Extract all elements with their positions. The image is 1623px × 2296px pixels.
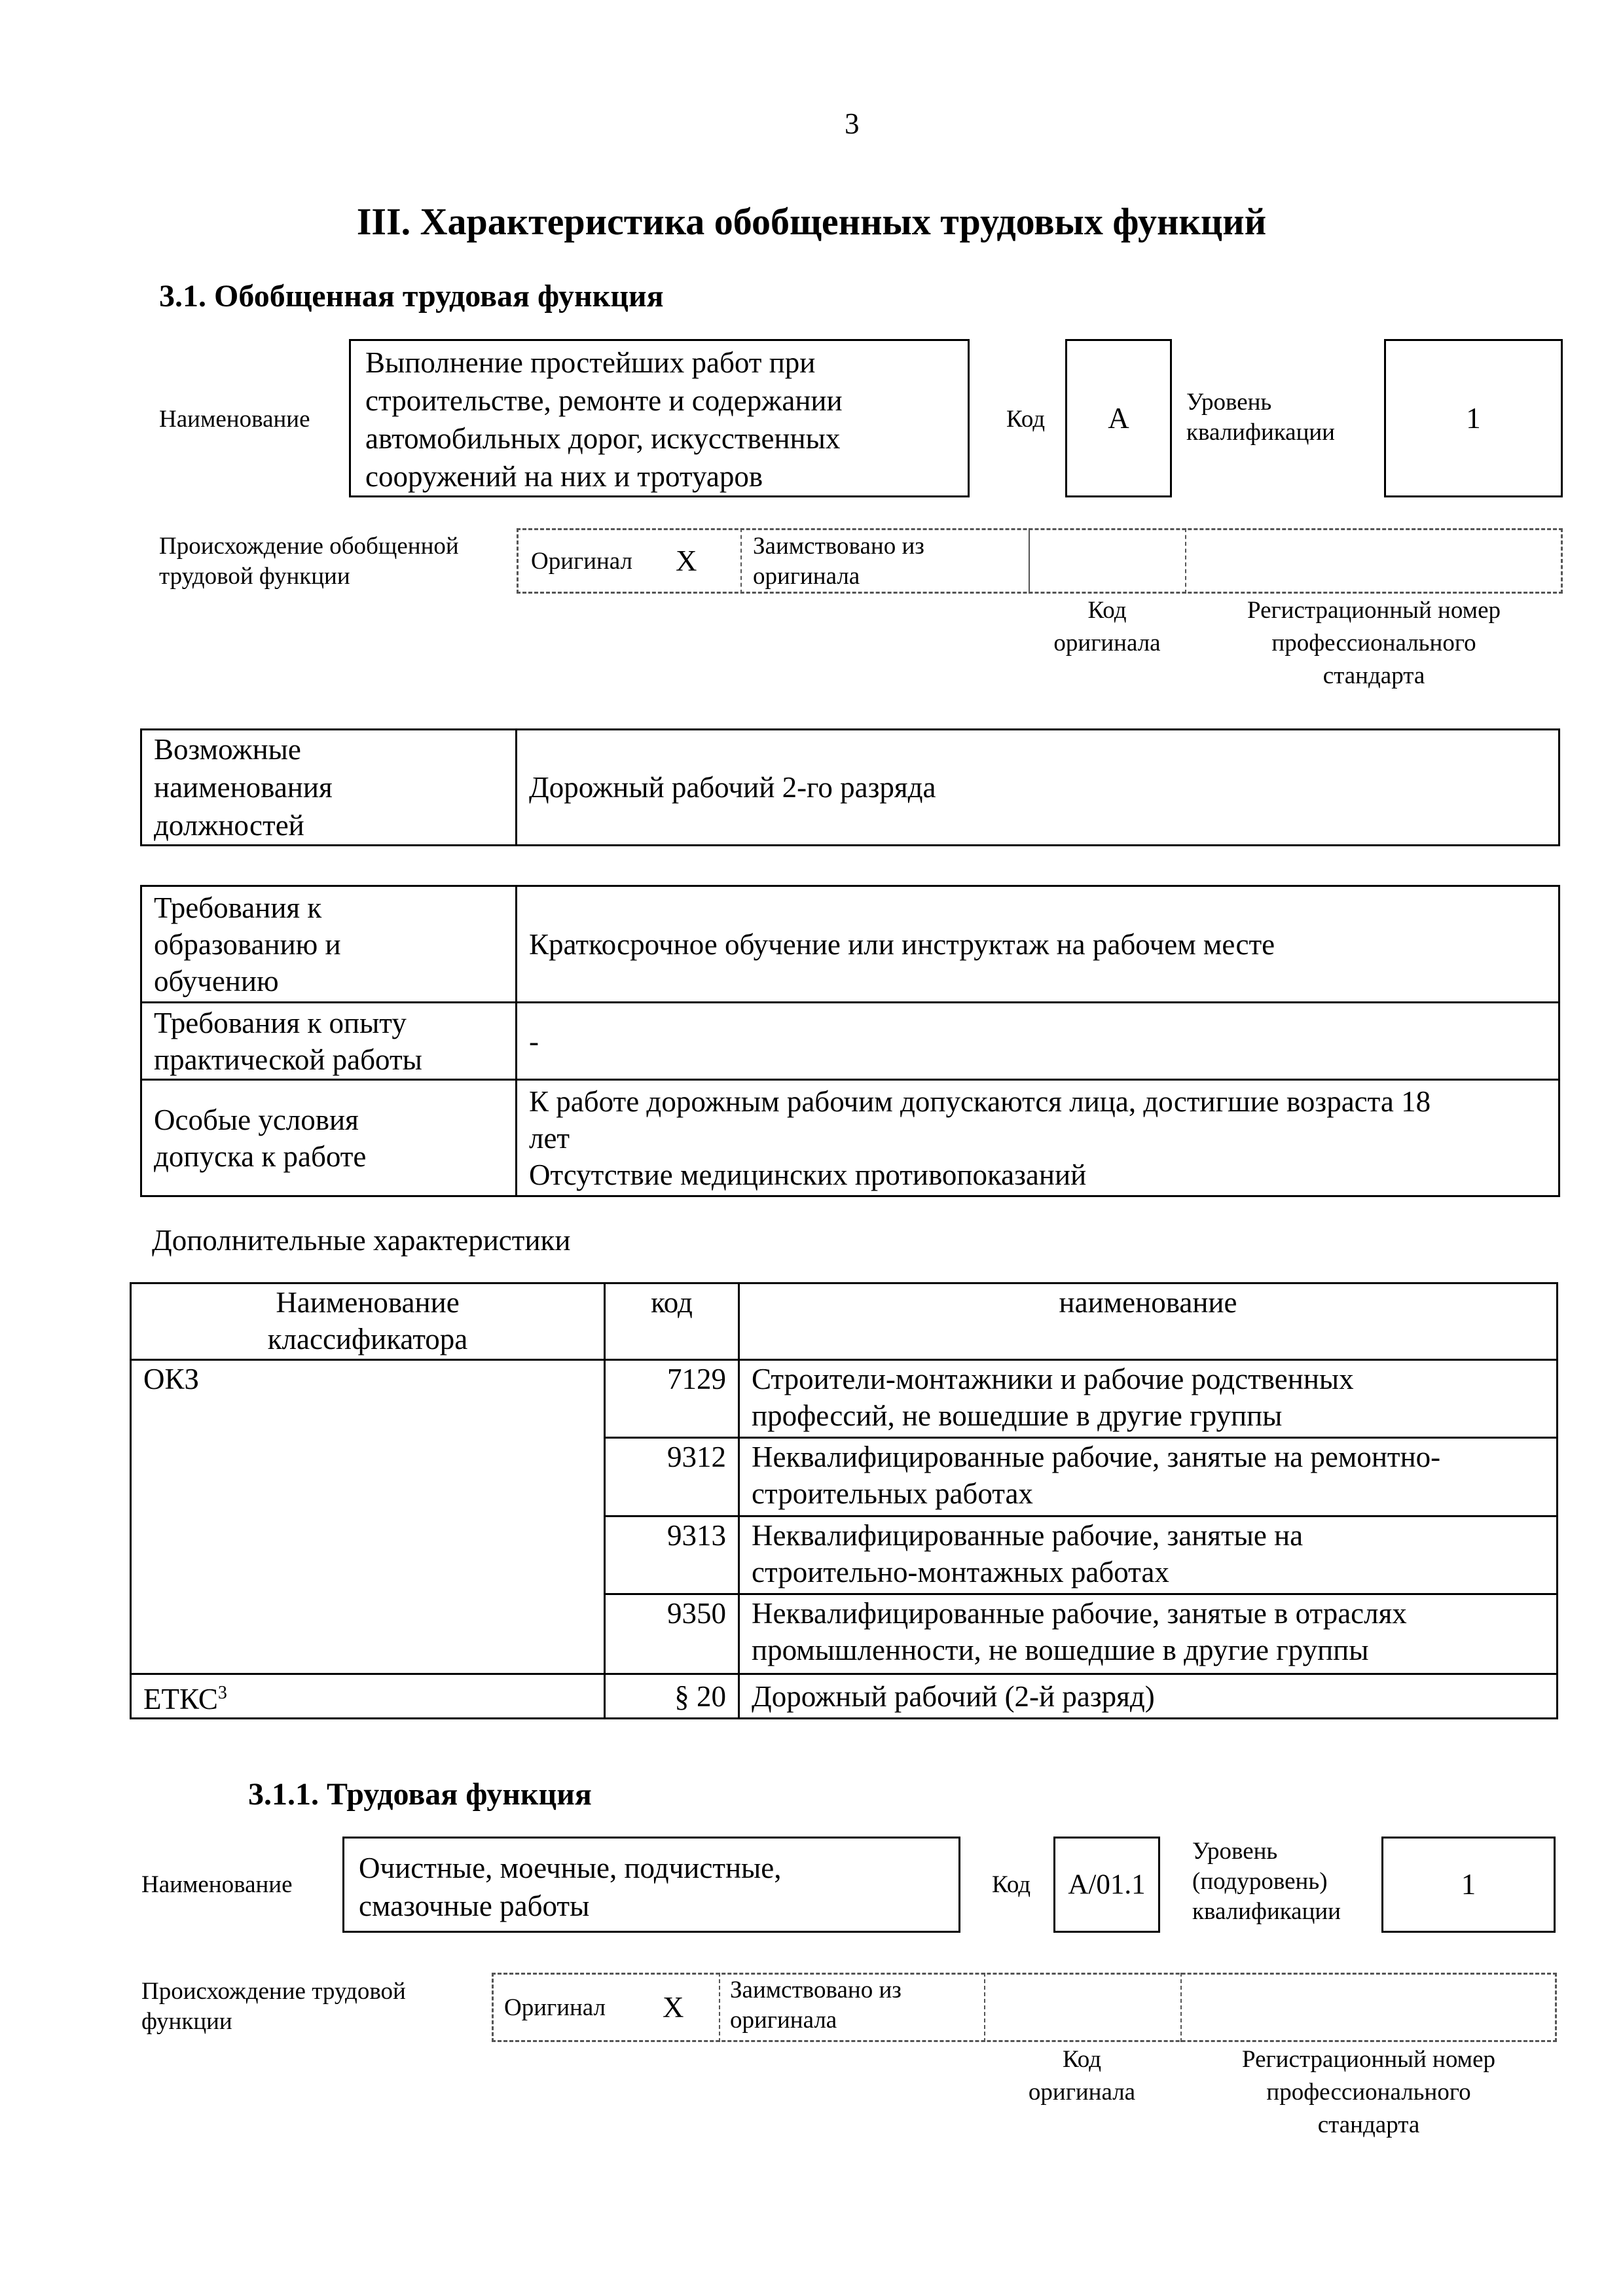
footnote-ref: 3: [217, 1683, 227, 1703]
text-line: профессионального: [1271, 630, 1476, 656]
origin-mark: X: [676, 545, 697, 577]
divider: [1185, 528, 1186, 594]
text-line: Строители-монтажники и рабочие родственных: [752, 1363, 1354, 1395]
origin-mark: X: [663, 1991, 684, 2024]
origin-original: Оригинал: [531, 548, 633, 575]
tf-level-label: [1192, 1837, 1341, 1927]
okz-name: [739, 1360, 1558, 1438]
text-line: Код: [1062, 2046, 1102, 2073]
etks-name: Дорожный рабочий (2-й разряд): [739, 1674, 1558, 1719]
etks-code: § 20: [605, 1674, 739, 1719]
divider: [984, 1973, 985, 2042]
positions-value: Дорожный рабочий 2-го разряда: [517, 730, 1559, 846]
okz-name: [739, 1438, 1558, 1516]
gtf-level-field: 1: [1384, 339, 1563, 497]
header-name: наименование: [739, 1283, 1558, 1360]
gtf-heading: 3.1. Обобщенная трудовая функция: [159, 279, 664, 314]
caption-reg: [1185, 594, 1563, 692]
page-number: 3: [845, 107, 860, 140]
text-line: Отсутствие медицинских противопоказаний: [529, 1158, 1087, 1191]
text-line: профессий, не вошедшие в другие группы: [752, 1399, 1283, 1432]
text-line: практической работы: [154, 1043, 422, 1076]
text-line: оригинала: [753, 563, 860, 590]
okz-name: [739, 1594, 1558, 1674]
gtf-origin-table: [517, 528, 1563, 594]
text-line: Регистрационный номер: [1247, 597, 1501, 624]
text-line: Очистные, моечные, подчистные,: [359, 1852, 782, 1884]
req-admission-label: [141, 1080, 517, 1196]
origin-borrowed: [730, 1975, 902, 2036]
positions-label: [141, 730, 517, 846]
text-line: Регистрационный номер: [1241, 2046, 1495, 2073]
text-line: трудовой функции: [159, 563, 350, 590]
text-line: Особые условия: [154, 1103, 359, 1136]
text-line: стандарта: [1317, 2111, 1420, 2138]
text-line: Заимствовано из: [730, 1977, 902, 2003]
text-line: строительно-монтажных работах: [752, 1556, 1169, 1588]
text-line: Неквалифицированные рабочие, занятые в отраслях: [752, 1597, 1407, 1630]
text-line: Неквалифицированные рабочие, занятые на: [752, 1519, 1304, 1552]
text-line: стандарта: [1322, 662, 1425, 689]
text-line: Наименование: [276, 1286, 460, 1319]
text-line: строительных работах: [752, 1477, 1033, 1510]
gtf-origin-label: [159, 531, 459, 592]
text-line: К работе дорожным рабочим допускаются лица, достигшие возраста 18: [529, 1085, 1431, 1118]
req-education-value: Краткосрочное обучение или инструктаж на рабочем месте: [517, 886, 1559, 1003]
text-line: строительстве, ремонте и содержании: [365, 384, 843, 417]
text-line: обучению: [154, 964, 279, 997]
okz-code: 9350: [605, 1594, 739, 1674]
requirements-table: [140, 885, 1560, 1197]
okz-code: 9312: [605, 1438, 739, 1516]
tf-heading: 3.1.1. Трудовая функция: [248, 1777, 592, 1812]
origin-original: Оригинал: [504, 1994, 606, 2021]
text-line: оригинала: [1053, 630, 1161, 656]
text-line: промышленности, не вошедшие в другие группы: [752, 1634, 1369, 1666]
text-line: Происхождение обобщенной: [159, 533, 459, 560]
tf-code-label: Код: [992, 1871, 1031, 1898]
origin-borrowed: [753, 531, 924, 592]
tf-code-field: А/01.1: [1053, 1837, 1160, 1933]
divider: [1029, 528, 1030, 594]
positions-table: [140, 728, 1560, 846]
req-experience-label: [141, 1003, 517, 1080]
text-line: должностей: [154, 809, 304, 842]
header-code: код: [605, 1283, 739, 1360]
tf-name-label: Наименование: [141, 1871, 293, 1898]
text-line: оригинала: [730, 2007, 837, 2034]
text-line: автомобильных дорог, искусственных: [365, 422, 841, 455]
text-line: Заимствовано из: [753, 533, 924, 560]
caption-code: [1002, 2043, 1162, 2109]
okz-code: 9313: [605, 1516, 739, 1594]
text-line: функции: [141, 2008, 232, 2035]
caption-reg: [1180, 2043, 1557, 2142]
text-line: смазочные работы: [359, 1890, 590, 1922]
text-line: лет: [529, 1121, 570, 1155]
text-line: допуска к работе: [154, 1139, 367, 1173]
tf-origin-table: [492, 1973, 1557, 2042]
req-experience-value: -: [517, 1003, 1559, 1080]
text-line: Требования к опыту: [154, 1006, 407, 1039]
gtf-code-label: Код: [1006, 406, 1046, 433]
req-education-label: [141, 886, 517, 1003]
etks-label: [131, 1674, 605, 1719]
text-line: профессионального: [1266, 2079, 1471, 2106]
gtf-name-label: Наименование: [159, 406, 310, 433]
req-admission-value: [517, 1080, 1559, 1196]
gtf-name-field: [349, 339, 970, 497]
okz-code: 7129: [605, 1360, 739, 1438]
okz-name: [739, 1516, 1558, 1594]
text-line: Требования к: [154, 891, 322, 924]
divider: [719, 1973, 720, 2042]
text-line: Происхождение трудовой: [141, 1978, 406, 2005]
text-line: Уровень: [1186, 389, 1272, 416]
header-classifier: [131, 1283, 605, 1360]
text-line: классификатора: [267, 1323, 468, 1355]
caption-code: [1029, 594, 1186, 660]
text-line: Уровень: [1192, 1838, 1278, 1865]
text-line: квалификации: [1192, 1898, 1341, 1925]
section-title: III. Характеристика обобщенных трудовых функций: [356, 200, 1267, 243]
tf-origin-label: [141, 1977, 406, 2037]
text-line: квалификации: [1186, 419, 1335, 446]
okz-label: ОКЗ: [131, 1360, 605, 1674]
divider: [740, 528, 742, 594]
tf-name-field: [342, 1837, 960, 1933]
additional-title: Дополнительные характеристики: [152, 1224, 571, 1257]
additional-table: [130, 1282, 1558, 1719]
text-line: Возможные: [154, 733, 301, 766]
text-line: оригинала: [1028, 2079, 1136, 2106]
etks-text: ЕТКС: [143, 1683, 218, 1715]
text-line: наименования: [154, 771, 333, 804]
text-line: Выполнение простейших работ при: [365, 346, 816, 379]
gtf-level-label: [1186, 387, 1335, 448]
text-line: Неквалифицированные рабочие, занятые на ремонтно-: [752, 1441, 1441, 1473]
text-line: (подуровень): [1192, 1868, 1328, 1895]
gtf-code-field: А: [1065, 339, 1172, 497]
text-line: образованию и: [154, 927, 341, 961]
divider: [1180, 1973, 1182, 2042]
text-line: сооружений на них и тротуаров: [365, 460, 763, 493]
text-line: Код: [1087, 597, 1127, 624]
tf-level-field: 1: [1381, 1837, 1556, 1933]
